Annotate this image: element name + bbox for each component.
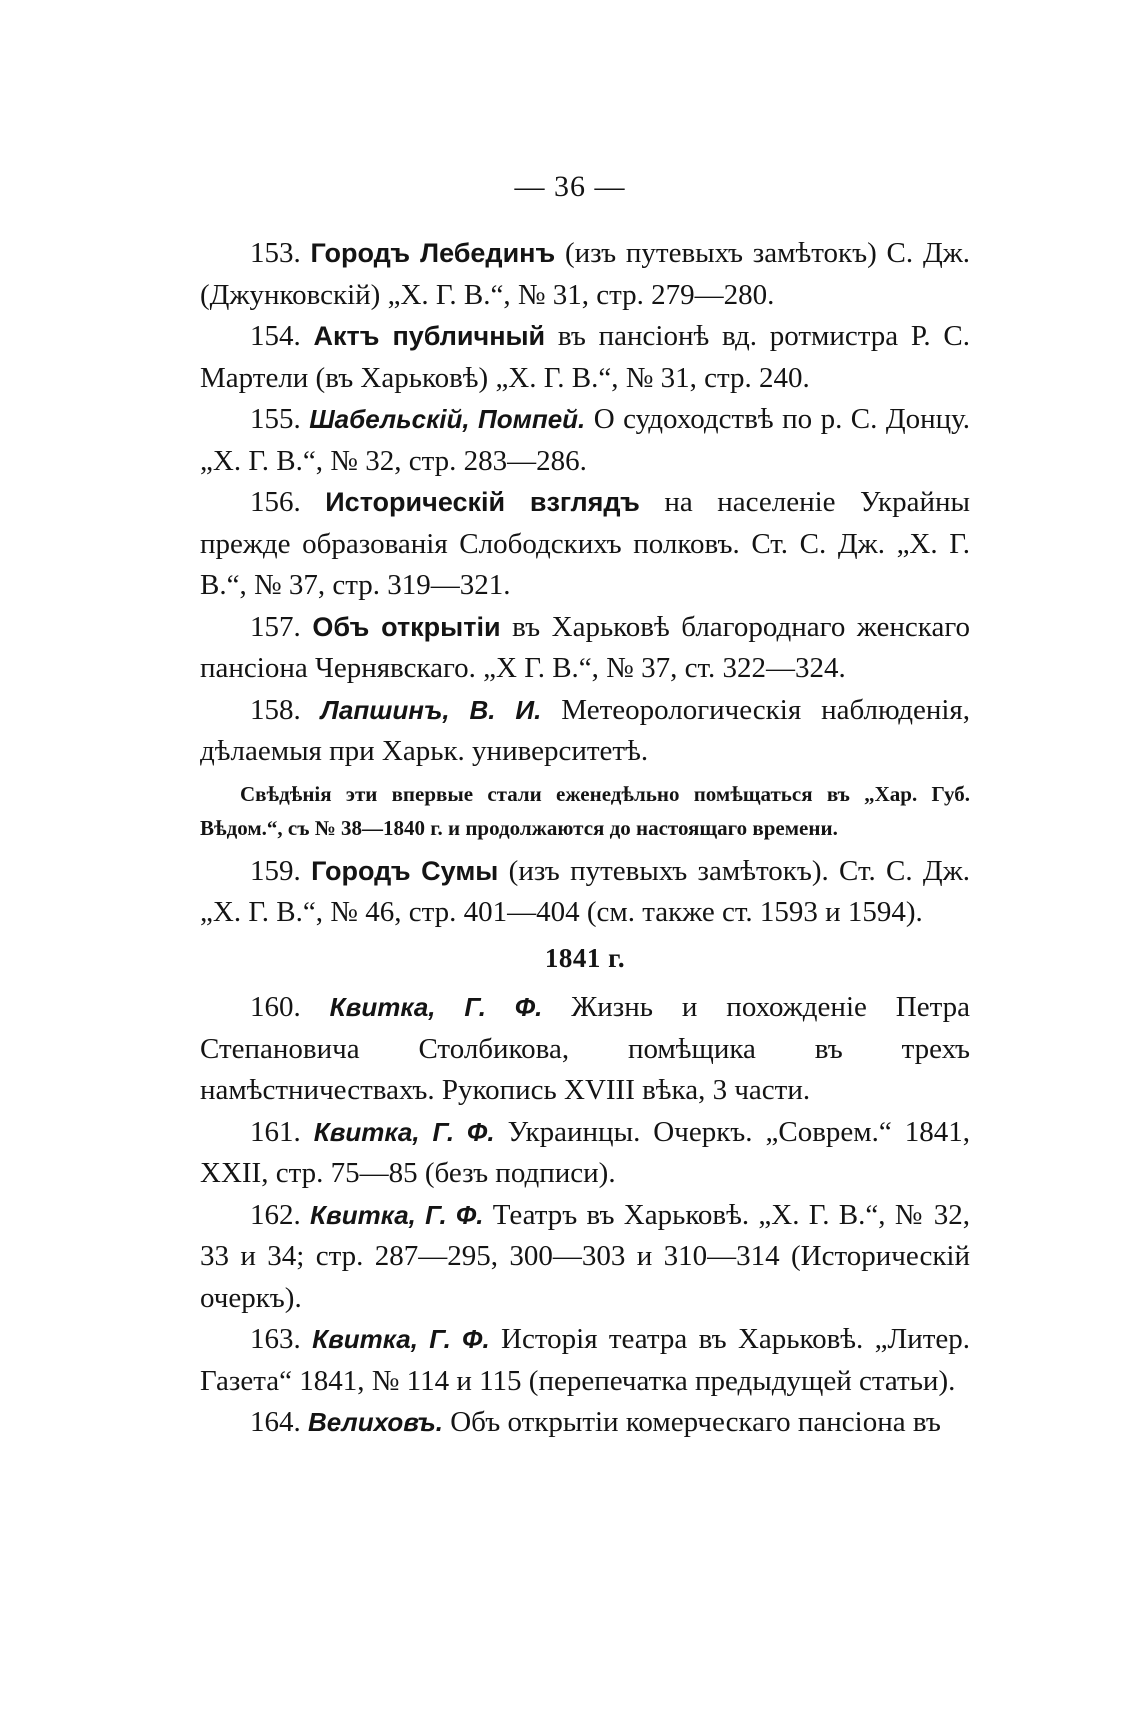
entry-155	[200, 399, 970, 482]
entry-158-note: Свѣдѣнія эти впервые стали еженедѣльно помѣщаться въ „Хар. Губ. Вѣдом.“, съ № 38—1840 г. и продолжаются до настоящаго времени.	[200, 781, 970, 840]
entry-text: Объ открытіи комерческаго пансіона въ	[442, 1406, 941, 1438]
entry-number: 154.	[250, 320, 301, 352]
entry-author: Квитка, Г. Ф.	[313, 1116, 495, 1147]
year-heading: 1841 г.	[544, 942, 626, 973]
entry-author: Шабельскій, Помпей.	[309, 404, 586, 434]
entry-text: Жизнь и похожденіе Петра Степановича Столбикова, помѣщика въ трехъ намѣстничествахъ. Рукопись XVIII вѣка, 3 части.	[200, 991, 970, 1106]
entry-text: О судоходствѣ по р. С. Донцу. „Х. Г. В.“, № 32, стр. 283—286.	[200, 403, 971, 477]
entry-162	[200, 1195, 970, 1320]
entry-number: 158.	[250, 693, 301, 726]
entry-text: на населеніе Украйны прежде образованія Слободскихъ полковъ. Ст. С. Дж. „Х. Г. В.“, № 37, стр. 319—321.	[200, 486, 971, 601]
entry-author: Лапшинъ, В. И.	[320, 694, 542, 725]
entry-author: Квитка, Г. Ф.	[312, 1324, 490, 1354]
entry-number: 157.	[250, 610, 301, 643]
entry-164	[200, 1402, 970, 1444]
entry-text: Исторія театра въ Харьковѣ. „Литер. Газета“ 1841, № 114 и 115 (перепечатка предыдущей статьи).	[200, 1323, 971, 1397]
entry-text: Метеорологическія наблюденія, дѣлаемыя при Харьк. университетѣ.	[200, 693, 971, 767]
entry-author: Велиховъ.	[308, 1407, 443, 1437]
entry-153	[200, 233, 970, 316]
entry-160	[200, 987, 970, 1112]
entry-text: Украинцы. Очеркъ. „Соврем.“ 1841, XXII, стр. 75—85 (безъ подписи).	[200, 1115, 970, 1189]
page-number: — 36 —	[514, 170, 626, 203]
entry-159	[200, 851, 970, 934]
entry-text: въ пансіонѣ вд. ротмистра Р. С. Мартели (въ Харьковѣ) „Х. Г. В.“, № 31, стр. 240.	[200, 320, 971, 394]
entry-title: Городъ Лебединъ	[310, 238, 556, 268]
entry-154	[200, 316, 970, 399]
entry-number: 159.	[250, 854, 301, 887]
entry-title: Историческій взглядъ	[325, 487, 640, 517]
entry-author: Квитка, Г. Ф.	[310, 1199, 484, 1230]
entry-number: 155.	[250, 403, 301, 435]
entry-title: Городъ Сумы	[311, 855, 499, 886]
entry-number: 156.	[250, 486, 301, 518]
entry-number: 161.	[250, 1115, 301, 1148]
entry-number: 164.	[250, 1406, 301, 1438]
entry-156	[200, 482, 970, 607]
entry-number: 160.	[250, 991, 301, 1023]
entry-157	[200, 607, 970, 690]
entry-number: 163.	[250, 1323, 301, 1355]
entry-author: Квитка, Г. Ф.	[329, 992, 543, 1022]
entry-title: Актъ публичный	[313, 321, 546, 351]
entry-text: въ Харьковѣ благороднаго женскаго пансіона Чернявскаго. „Х Г. В.“, № 37, ст. 322—324.	[200, 610, 970, 684]
entry-163	[200, 1319, 970, 1402]
entry-text: (изъ путевыхъ замѣтокъ). Ст. С. Дж. „Х. Г. В.“, № 46, стр. 401—404 (см. также ст. 1593 и 1594).	[200, 854, 971, 928]
entry-text: Театръ въ Харьковѣ. „Х. Г. В.“, № 32, 33 и 34; стр. 287—295, 300—303 и 310—314 (Историческій очеркъ).	[200, 1198, 970, 1314]
bibliography-text	[200, 233, 970, 1444]
entry-number: 153.	[250, 237, 301, 269]
entry-title: Объ открытіи	[312, 611, 501, 642]
entry-number: 162.	[250, 1198, 301, 1231]
entry-158	[200, 690, 970, 773]
entry-161	[200, 1112, 970, 1195]
entry-text: (изъ путевыхъ замѣтокъ) С. Дж. (Джунковскій) „Х. Г. В.“, № 31, стр. 279—280.	[200, 237, 971, 311]
